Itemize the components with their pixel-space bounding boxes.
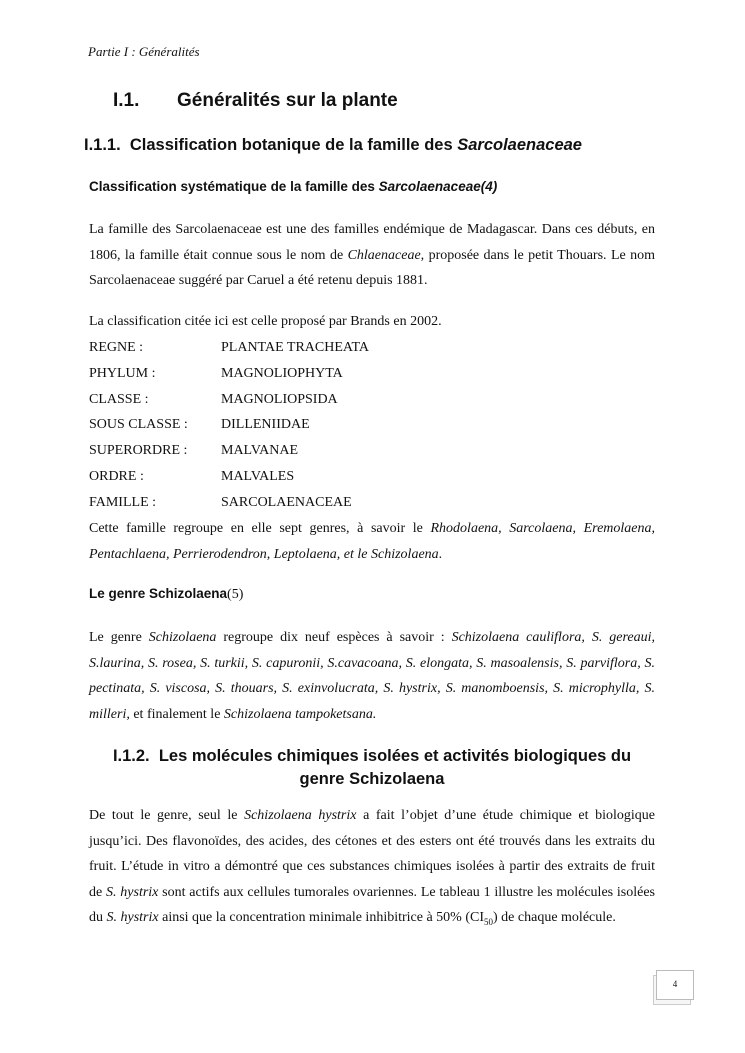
taxonomy-row	[0, 490, 745, 516]
molecules-text-italic-2: S. hystrix	[106, 884, 159, 900]
taxonomy-row	[0, 412, 745, 438]
subsection-2-heading	[89, 745, 655, 791]
taxonomy-value: MAGNOLIOPHYTA	[221, 366, 343, 381]
genres-text-1: Cette famille regroupe en elle sept genres, à savoir le	[89, 521, 423, 536]
taxonomy-label: REGNE :	[89, 340, 144, 355]
subsection-1-heading	[84, 136, 582, 155]
molecules-text-5: ) de chaque molécule.	[493, 910, 616, 925]
section-number: I.1.	[113, 90, 140, 111]
taxonomy-label: SUPERORDRE :	[89, 443, 188, 458]
species-text-2: regroupe dix neuf espèces à savoir :	[223, 630, 445, 645]
species-text-3: et finalement le	[133, 706, 221, 722]
taxonomy-row	[0, 361, 745, 387]
genre-heading-bold: Le genre Schizolaena	[89, 586, 228, 601]
classification-heading-text: Classification systématique de la famille des	[89, 179, 375, 194]
subsection-2-title-1: Les molécules chimiques isolées et activités biologiques du	[158, 747, 632, 765]
subsection-1-number: I.1.1.	[84, 136, 121, 154]
molecules-text-italic-1: Schizolaena hystrix	[244, 808, 357, 823]
genre-heading-ref: (5)	[227, 587, 244, 602]
species-text-italic-1: Schizolaena	[148, 630, 217, 645]
taxonomy-value: PLANTAE TRACHEATA	[221, 340, 369, 355]
intro-paragraph	[89, 217, 655, 294]
taxonomy-value: MALVANAE	[221, 443, 299, 458]
section-title: Généralités sur la plante	[177, 90, 398, 111]
species-text-1: Le genre	[89, 630, 142, 645]
taxonomy-label: PHYLUM :	[89, 366, 156, 381]
subsection-2-title-2: genre Schizolaena	[299, 770, 445, 788]
species-text-italic-2: Schizolaena cauliflora, S. gereaui, S.laurina, S. rosea, S. turkii, S. capuronii, S.cavacoana, S. elongata, S. masoalensis, S. parviflora, S. pectinata, S. viscosa, S. thouars, S. exinvolucrata, S. hystrix, S. manomboensis, S. microphylla, S. milleri,	[89, 630, 656, 722]
subsection-2-number: I.1.2.	[112, 747, 150, 765]
molecules-text-2: a fait l’objet d’une étude chimique et biologique jusqu’ici. Des flavonoïdes, des acides, des cétones et des esters ont été trouvés dans les extraits du fruit. L’étude in vitro a démontré que ces substances chimiques isolées à partir des extraits de fruit de	[89, 808, 656, 900]
species-text-italic-3: Schizolaena tampoketsana.	[223, 706, 377, 722]
genres-text-2: .	[438, 546, 443, 562]
running-header: Partie I : Généralités	[88, 44, 200, 59]
intro-text-italic: Chlaenaceae,	[347, 247, 425, 263]
taxonomy-label: ORDRE :	[89, 469, 144, 484]
taxonomy-row	[0, 464, 745, 490]
molecules-text-1: De tout le genre, seul le	[89, 808, 238, 823]
subsection-1-title-italic: Sarcolaenaceae	[457, 136, 582, 154]
classification-intro: La classification citée ici est celle proposé par Brands en 2002.	[89, 314, 442, 329]
molecules-text-3: sont actifs aux cellules tumorales ovariennes. Le tableau 1 illustre les molécules isolées du	[89, 884, 655, 925]
genre-heading	[89, 586, 243, 603]
taxonomy-value: MAGNOLIOPSIDA	[221, 391, 338, 407]
page-number: 4	[656, 970, 694, 1000]
taxonomy-label: FAMILLE :	[89, 495, 157, 510]
subsection-1-title: Classification botanique de la famille des	[129, 136, 453, 154]
taxonomy-value: SARCOLAENACEAE	[221, 495, 352, 510]
classification-heading	[89, 179, 497, 194]
taxonomy-row	[0, 438, 745, 464]
species-paragraph	[89, 625, 655, 727]
taxonomy-row	[0, 335, 745, 361]
molecules-text-4: ainsi que la concentration minimale inhibitrice à 50% (CI	[162, 910, 485, 925]
taxonomy-row	[0, 387, 745, 413]
intro-text-2: proposée dans le petit Thouars. Le nom Sarcolaenaceae suggéré par Caruel a été retenu depuis 1881.	[89, 247, 656, 288]
molecules-paragraph	[89, 803, 655, 935]
subsection-2-line-1	[89, 745, 655, 768]
classification-heading-italic: Sarcolaenaceae(4)	[378, 179, 498, 194]
molecules-text-italic-3: S. hystrix	[106, 910, 159, 925]
genres-text-italic: Rhodolaena, Sarcolaena, Eremolaena, Pentachlaena, Perrierodendron, Leptolaena, et le Schizolaena	[89, 521, 656, 562]
genres-paragraph	[89, 516, 655, 567]
taxonomy-value: MALVALES	[221, 469, 295, 484]
intro-text-1: La famille des Sarcolaenaceae est une des familles endémique de Madagascar. Dans ces débuts, en 1806, la famille était connue sous le nom de	[89, 222, 655, 263]
taxonomy-value: DILLENIIDAE	[221, 417, 310, 432]
molecules-subscript: 50	[484, 916, 494, 927]
taxonomy-table	[0, 335, 745, 516]
taxonomy-label: SOUS CLASSE :	[89, 417, 188, 432]
taxonomy-label: CLASSE :	[89, 391, 149, 407]
